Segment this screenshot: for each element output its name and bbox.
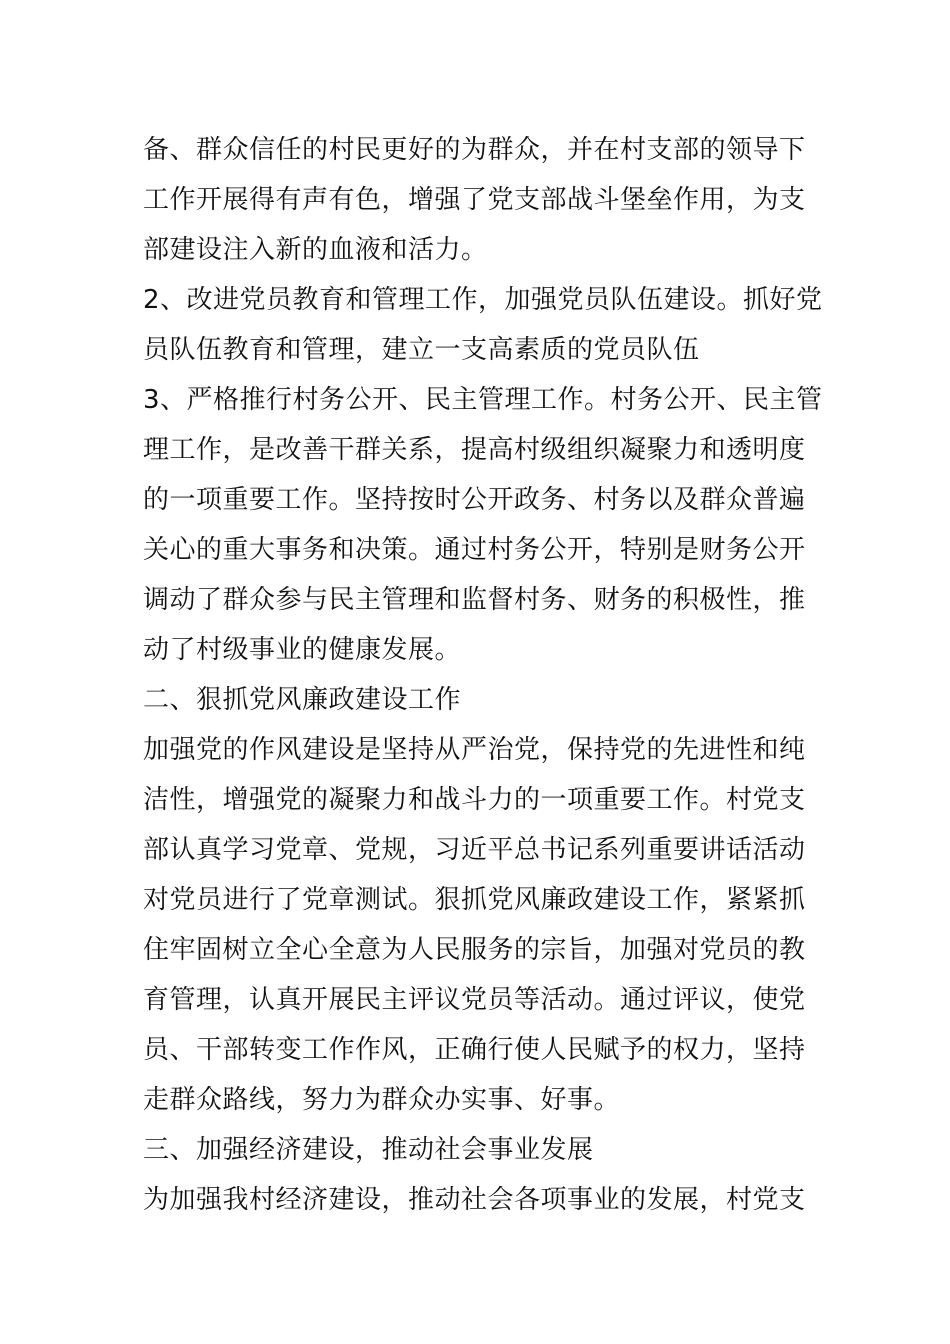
text-line: 员队伍教育和管理，建立一支高素质的党员队伍 bbox=[143, 335, 700, 365]
text-line: 调动了群众参与民主管理和监督村务、财务的积极性，推 bbox=[143, 585, 806, 615]
text-line: 的一项重要工作。坚持按时公开政务、村务以及群众普遍 bbox=[143, 485, 806, 515]
text-line: 对党员进行了党章测试。狠抓党风廉政建设工作，紧紧抓 bbox=[143, 885, 806, 915]
text-line: 走群众路线，努力为群众办实事、好事。 bbox=[143, 1085, 621, 1115]
text-line: 3、严格推行村务公开、民主管理工作。村务公开、民主管 bbox=[143, 385, 823, 415]
document-body bbox=[143, 125, 823, 1225]
text-line: 工作开展得有声有色，增强了党支部战斗堡垒作用，为支 bbox=[143, 185, 806, 215]
text-line: 部建设注入新的血液和活力。 bbox=[143, 235, 488, 265]
text-line: 育管理，认真开展民主评议党员等活动。通过评议，使党 bbox=[143, 985, 806, 1015]
text-line: 部认真学习党章、党规，习近平总书记系列重要讲话活动 bbox=[143, 835, 806, 865]
text-line: 加强党的作风建设是坚持从严治党，保持党的先进性和纯 bbox=[143, 735, 806, 765]
text-line: 备、群众信任的村民更好的为群众，并在村支部的领导下 bbox=[143, 135, 806, 165]
text-line: 关心的重大事务和决策。通过村务公开，特别是财务公开 bbox=[143, 535, 806, 565]
section-heading: 二、狠抓党风廉政建设工作 bbox=[143, 685, 462, 715]
text-line: 洁性，增强党的凝聚力和战斗力的一项重要工作。村党支 bbox=[143, 785, 806, 815]
section-heading: 三、加强经济建设，推动社会事业发展 bbox=[143, 1135, 594, 1165]
text-line: 为加强我村经济建设，推动社会各项事业的发展，村党支 bbox=[143, 1185, 806, 1215]
text-line: 住牢固树立全心全意为人民服务的宗旨，加强对党员的教 bbox=[143, 935, 806, 965]
text-line: 理工作，是改善干群关系，提高村级组织凝聚力和透明度 bbox=[143, 435, 806, 465]
text-line: 动了村级事业的健康发展。 bbox=[143, 635, 462, 665]
text-line: 员、干部转变工作作风，正确行使人民赋予的权力，坚持 bbox=[143, 1035, 806, 1065]
text-line: 2、改进党员教育和管理工作，加强党员队伍建设。抓好党 bbox=[143, 285, 823, 315]
